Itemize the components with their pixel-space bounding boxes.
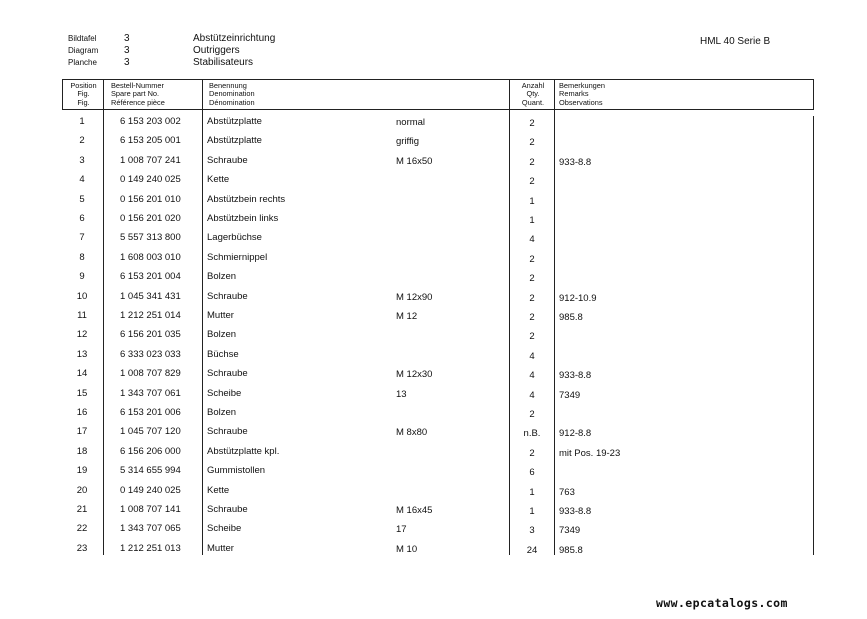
column-header-line: Quant. bbox=[521, 97, 545, 107]
row-part-number: 5 314 655 994 bbox=[120, 465, 181, 477]
table-row bbox=[62, 424, 814, 443]
row-remark: 763 bbox=[559, 486, 575, 498]
row-spec: 17 bbox=[396, 524, 407, 536]
row-position: 14 bbox=[76, 368, 88, 380]
row-name: Bolzen bbox=[207, 271, 237, 283]
row-remark: mit Pos. 19-23 bbox=[559, 447, 621, 459]
row-part-number: 0 149 240 025 bbox=[120, 484, 181, 496]
row-quantity: 2 bbox=[529, 409, 535, 420]
row-spec: M 8x80 bbox=[396, 427, 428, 439]
row-quantity: 2 bbox=[529, 118, 535, 129]
row-position: 20 bbox=[76, 484, 88, 496]
row-name: Schraube bbox=[207, 368, 248, 380]
table-row bbox=[62, 114, 814, 133]
row-part-number: 1 008 707 829 bbox=[120, 368, 181, 380]
column-header-line: Denomination bbox=[209, 89, 255, 99]
row-position: 5 bbox=[79, 193, 85, 205]
row-part-number: 0 149 240 025 bbox=[120, 174, 181, 186]
column-header-qty bbox=[511, 80, 555, 111]
row-position: 6 bbox=[79, 213, 85, 224]
row-part-number: 1 008 707 241 bbox=[120, 154, 181, 166]
table-row bbox=[62, 308, 814, 327]
watermark-url[interactable]: www.epcatalogs.com bbox=[656, 596, 788, 610]
row-position: 23 bbox=[76, 542, 88, 554]
row-spec: M 12 bbox=[396, 311, 418, 322]
column-header-line: Bemerkungen bbox=[559, 80, 606, 90]
row-quantity: 4 bbox=[529, 350, 535, 362]
row-position: 2 bbox=[79, 135, 85, 147]
column-header-line: Fig. bbox=[77, 97, 90, 107]
row-spec: M 12x30 bbox=[396, 369, 433, 381]
table-row bbox=[62, 502, 814, 521]
column-header-remarks bbox=[559, 80, 605, 111]
row-remark: 985.8 bbox=[559, 544, 583, 556]
row-quantity: 2 bbox=[529, 156, 535, 168]
row-part-number: 6 156 206 000 bbox=[120, 445, 181, 457]
row-part-number: 0 156 201 010 bbox=[120, 193, 181, 205]
parts-table bbox=[62, 79, 814, 555]
row-remark: 912-10.9 bbox=[559, 292, 597, 304]
row-position: 22 bbox=[76, 523, 88, 535]
header-number: 3 bbox=[124, 57, 130, 68]
table-row bbox=[62, 192, 814, 211]
row-quantity: 2 bbox=[529, 331, 535, 343]
row-name: Bolzen bbox=[207, 329, 237, 341]
row-name: Abstützplatte bbox=[207, 116, 262, 127]
column-header-name bbox=[209, 80, 255, 111]
header-number: 3 bbox=[124, 33, 130, 44]
column-header-line: Fig. bbox=[77, 89, 90, 99]
row-position: 17 bbox=[76, 426, 88, 438]
row-quantity: n.B. bbox=[523, 428, 541, 440]
row-quantity: 3 bbox=[529, 525, 535, 537]
row-name: Bolzen bbox=[207, 407, 237, 418]
row-quantity: 4 bbox=[529, 370, 535, 382]
table-row bbox=[62, 463, 814, 482]
table-row bbox=[62, 133, 814, 152]
row-quantity: 4 bbox=[529, 234, 535, 246]
column-header-position bbox=[63, 80, 104, 111]
row-part-number: 6 153 203 002 bbox=[120, 116, 181, 127]
row-quantity: 1 bbox=[529, 486, 535, 498]
header-title: Abstützeinrichtung bbox=[193, 33, 276, 44]
row-quantity: 2 bbox=[529, 137, 535, 149]
row-part-number: 0 156 201 020 bbox=[120, 213, 181, 224]
row-quantity: 2 bbox=[529, 176, 535, 188]
column-header-line: Spare part No. bbox=[111, 89, 160, 99]
row-position: 10 bbox=[76, 290, 88, 302]
table-row bbox=[62, 347, 814, 366]
row-part-number: 6 156 201 035 bbox=[120, 329, 181, 341]
row-quantity: 2 bbox=[529, 312, 535, 323]
row-name: Kette bbox=[207, 174, 230, 186]
row-quantity: 1 bbox=[529, 195, 535, 207]
table-row bbox=[62, 153, 814, 172]
header-number: 3 bbox=[124, 45, 130, 56]
table-row bbox=[62, 289, 814, 308]
table-row bbox=[62, 386, 814, 405]
row-name: Kette bbox=[207, 484, 230, 496]
column-header-line: Dénomination bbox=[209, 97, 255, 107]
row-name: Mutter bbox=[207, 310, 234, 321]
row-part-number: 1 343 707 061 bbox=[120, 387, 181, 399]
row-remark: 985.8 bbox=[559, 312, 583, 323]
table-row bbox=[62, 269, 814, 288]
row-quantity: 2 bbox=[529, 447, 535, 459]
header-title: Outriggers bbox=[193, 45, 240, 56]
row-name: Lagerbüchse bbox=[207, 232, 262, 244]
row-position: 11 bbox=[77, 310, 87, 321]
row-part-number: 6 333 023 033 bbox=[120, 348, 181, 360]
column-header-line: Position bbox=[70, 80, 97, 90]
row-remark: 933-8.8 bbox=[559, 156, 592, 168]
column-header-line: Référence pièce bbox=[111, 97, 165, 107]
table-header bbox=[62, 79, 814, 110]
row-part-number: 1 608 003 010 bbox=[120, 251, 181, 263]
header-label: Planche bbox=[68, 58, 97, 67]
header-row bbox=[68, 45, 368, 57]
row-spec: M 16x45 bbox=[396, 505, 433, 516]
row-remark: 912-8.8 bbox=[559, 428, 592, 440]
table-row bbox=[62, 366, 814, 385]
row-quantity: 1 bbox=[529, 506, 535, 517]
row-spec: 13 bbox=[396, 388, 407, 400]
row-name: Schraube bbox=[207, 426, 248, 438]
column-header-part-no bbox=[111, 80, 165, 111]
column-header-line: Qty. bbox=[526, 89, 540, 99]
row-quantity: 2 bbox=[529, 273, 535, 285]
row-quantity: 2 bbox=[529, 292, 535, 304]
row-part-number: 1 045 341 431 bbox=[120, 290, 181, 302]
row-remark: 933-8.8 bbox=[559, 506, 592, 517]
table-row bbox=[62, 230, 814, 249]
row-name: Scheibe bbox=[207, 523, 242, 535]
row-quantity: 1 bbox=[529, 215, 535, 226]
table-row bbox=[62, 483, 814, 502]
row-part-number: 1 008 707 141 bbox=[120, 504, 181, 515]
model-name: HML 40 Serie B bbox=[700, 36, 771, 47]
diagram-header bbox=[68, 33, 368, 69]
row-position: 8 bbox=[79, 251, 85, 263]
column-header-line: Anzahl bbox=[521, 80, 545, 90]
table-row bbox=[62, 172, 814, 191]
row-name: Abstützplatte kpl. bbox=[207, 445, 280, 457]
row-name: Schraube bbox=[207, 154, 248, 166]
row-remark: 7349 bbox=[559, 389, 581, 401]
row-part-number: 6 153 201 006 bbox=[120, 407, 181, 418]
row-name: Scheibe bbox=[207, 387, 242, 399]
row-name: Mutter bbox=[207, 542, 234, 554]
table-row bbox=[62, 444, 814, 463]
row-part-number: 6 153 201 004 bbox=[120, 271, 181, 283]
row-position: 9 bbox=[79, 271, 85, 283]
table-row bbox=[62, 405, 814, 424]
header-title: Stabilisateurs bbox=[193, 57, 254, 68]
row-part-number: 1 343 707 065 bbox=[120, 523, 181, 535]
row-name: Schraube bbox=[207, 504, 248, 515]
row-part-number: 1 212 251 014 bbox=[120, 310, 181, 321]
row-part-number: 1 212 251 013 bbox=[120, 542, 181, 554]
column-header-line: Benennung bbox=[209, 80, 247, 90]
header-label: Diagram bbox=[68, 46, 99, 55]
row-position: 19 bbox=[76, 465, 88, 477]
row-part-number: 6 153 205 001 bbox=[120, 135, 181, 147]
row-position: 16 bbox=[76, 407, 88, 418]
table-row bbox=[62, 327, 814, 346]
row-quantity: 24 bbox=[526, 544, 538, 556]
column-header-line: Remarks bbox=[559, 89, 589, 99]
row-spec: normal bbox=[396, 117, 426, 128]
table-row bbox=[62, 541, 814, 560]
row-spec: griffig bbox=[396, 136, 420, 148]
row-quantity: 2 bbox=[529, 253, 535, 265]
row-position: 13 bbox=[76, 348, 88, 360]
header-label: Bildtafel bbox=[68, 34, 97, 43]
row-name: Büchse bbox=[207, 348, 239, 360]
row-position: 7 bbox=[79, 232, 85, 244]
row-quantity: 4 bbox=[529, 389, 535, 401]
header-row bbox=[68, 33, 368, 45]
row-position: 12 bbox=[76, 329, 88, 341]
row-name: Schmiernippel bbox=[207, 251, 268, 263]
row-position: 3 bbox=[79, 154, 85, 166]
row-name: Abstützplatte bbox=[207, 135, 262, 147]
row-name: Gummistollen bbox=[207, 465, 266, 477]
row-part-number: 1 045 707 120 bbox=[120, 426, 181, 438]
header-row bbox=[68, 57, 368, 69]
column-header-line: Bestell-Nummer bbox=[111, 80, 164, 90]
row-spec: M 12x90 bbox=[396, 291, 433, 303]
row-position: 1 bbox=[79, 116, 85, 127]
row-position: 21 bbox=[76, 504, 88, 515]
row-name: Schraube bbox=[207, 290, 248, 302]
table-row bbox=[62, 250, 814, 269]
row-part-number: 5 557 313 800 bbox=[120, 232, 181, 244]
row-position: 15 bbox=[76, 387, 88, 399]
row-name: Abstützbein links bbox=[207, 213, 279, 224]
row-spec: M 16x50 bbox=[396, 155, 433, 167]
table-row bbox=[62, 211, 814, 230]
row-name: Abstützbein rechts bbox=[207, 193, 286, 205]
row-position: 4 bbox=[79, 174, 85, 186]
column-header-line: Observations bbox=[559, 97, 603, 107]
row-position: 18 bbox=[76, 445, 88, 457]
row-spec: M 10 bbox=[396, 543, 418, 555]
row-remark: 933-8.8 bbox=[559, 370, 592, 382]
row-remark: 7349 bbox=[559, 525, 581, 537]
row-quantity: 6 bbox=[529, 467, 535, 479]
table-row bbox=[62, 521, 814, 540]
